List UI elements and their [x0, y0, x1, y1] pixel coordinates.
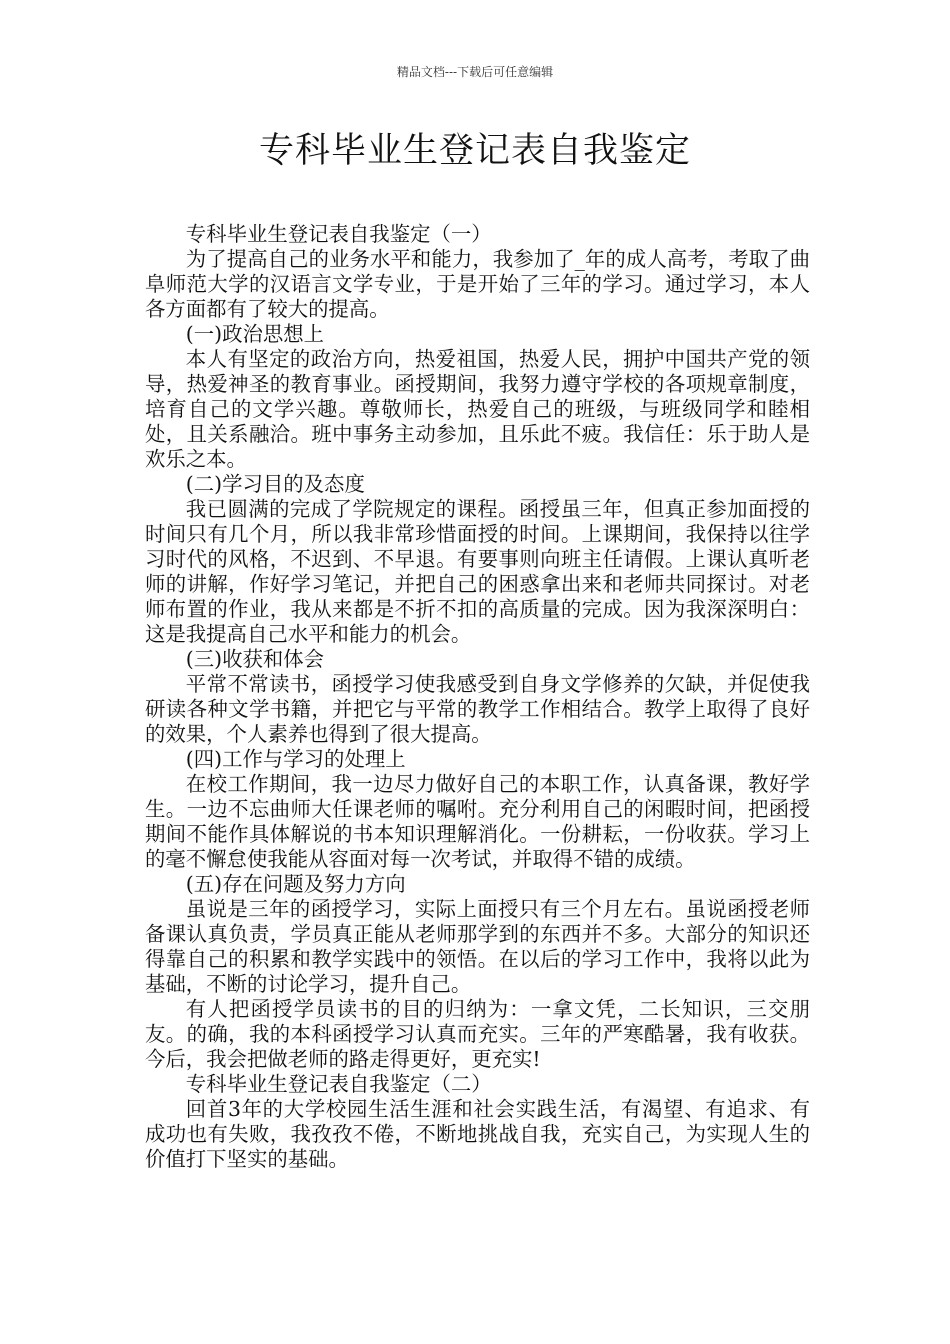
subheading-work-study: (四)工作与学习的处理上	[185, 747, 406, 771]
paragraph: 本人有坚定的政治方向，热爱祖国，热爱人民，拥护中国共产党的领导，热爱神圣的教育事业。函授期间，我努力遵守学校的各项规章制度，培育自己的文学兴趣。尊敬师长，热爱自己的班级，与班级同学和睦相处，且关系融洽。班中事务主动参加，且乐此不疲。我信任：乐于助人是欢乐之本。	[145, 347, 810, 471]
subheading-study-attitude: (二)学习目的及态度	[185, 472, 365, 496]
subheading-problems: (五)存在问题及努力方向	[185, 872, 406, 896]
section-heading-2: 专科毕业生登记表自我鉴定（二）	[185, 1072, 492, 1096]
paragraph: 为了提高自己的业务水平和能力，我参加了_年的成人高考，考取了曲阜师范大学的汉语言文学专业，于是开始了三年的学习。通过学习，本人各方面都有了较大的提高。	[145, 247, 810, 321]
paragraph: 虽说是三年的函授学习，实际上面授只有三个月左右。虽说函授老师备课认真负责，学员真正能从老师那学到的东西并不多。大部分的知识还得靠自己的积累和教学实践中的领悟。在以后的学习工作中，我将以此为基础，不断的讨论学习，提升自己。	[145, 897, 810, 996]
paragraph: 回首3年的大学校园生活生涯和社会实践生活，有渴望、有追求、有成功也有失败，我孜孜不倦，不断地挑战自我，充实自己，为实现人生的价值打下坚实的基础。	[145, 1097, 810, 1171]
paragraph: 平常不常读书，函授学习使我感受到自身文学修养的欠缺，并促使我研读各种文学书籍，并把它与平常的教学工作相结合。教学上取得了良好的效果，个人素养也得到了很大提高。	[145, 672, 810, 746]
section-heading-1: 专科毕业生登记表自我鉴定（一）	[185, 222, 492, 246]
paragraph: 有人把函授学员读书的目的归纳为：一拿文凭，二长知识，三交朋友。的确，我的本科函授学习认真而充实。三年的严寒酷暑，我有收获。今后，我会把做老师的路走得更好，更充实!	[145, 997, 810, 1071]
document-body	[145, 222, 810, 1172]
paragraph: 在校工作期间，我一边尽力做好自己的本职工作，认真备课，教好学生。一边不忘曲师大任课老师的嘱咐。充分利用自己的闲暇时间，把函授期间不能作具体解说的书本知识理解消化。一份耕耘，一份收获。学习上的毫不懈怠使我能从容面对每一次考试，并取得不错的成绩。	[145, 772, 810, 871]
subheading-gains: (三)收获和体会	[185, 647, 325, 671]
document-title: 专科毕业生登记表自我鉴定	[258, 131, 691, 171]
subheading-politics: (一)政治思想上	[185, 322, 325, 346]
page-header-note: 精品文档---下载后可任意编辑	[396, 65, 554, 79]
paragraph: 我已圆满的完成了学院规定的课程。函授虽三年，但真正参加面授的时间只有几个月，所以我非常珍惜面授的时间。上课期间，我保持以往学习时代的风格，不迟到、不早退。有要事则向班主任请假。上课认真听老师的讲解，作好学习笔记，并把自己的困惑拿出来和老师共同探讨。对老师布置的作业，我从来都是不折不扣的高质量的完成。因为我深深明白：这是我提高自己水平和能力的机会。	[145, 497, 810, 646]
